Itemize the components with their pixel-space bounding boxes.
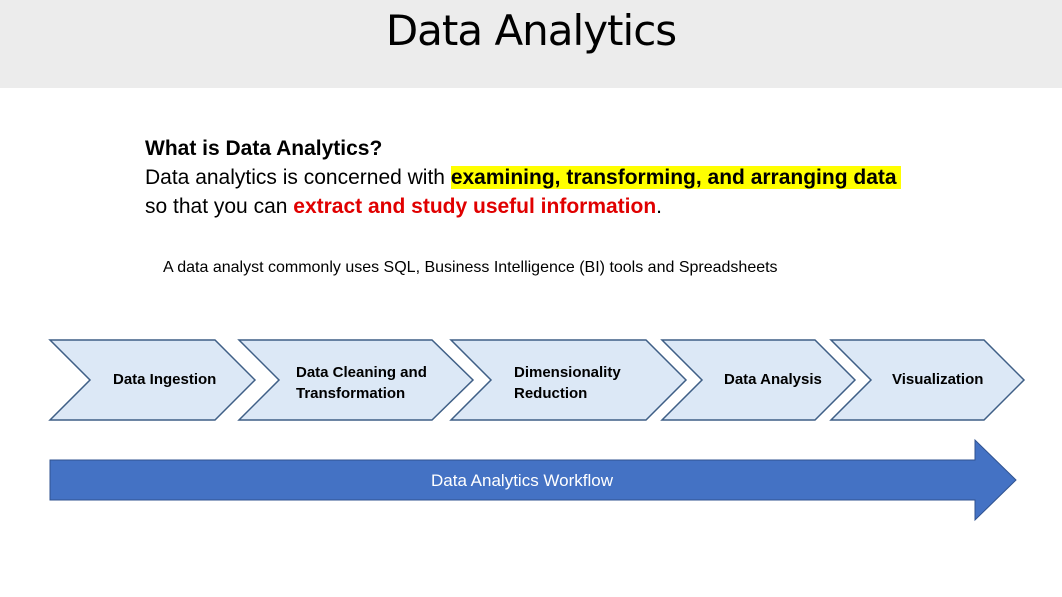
slide-title: Data Analytics (385, 6, 677, 55)
question-heading: What is Data Analytics? (145, 137, 383, 160)
step-label: Data Ingestion (113, 371, 217, 388)
step-data-ingestion (50, 340, 255, 420)
definition-end: . (656, 195, 662, 218)
workflow-arrow (50, 440, 1016, 520)
definition-middle: so that you can (145, 195, 294, 218)
tools-line: A data analyst commonly uses SQL, Business Intelligence (BI) tools and Spreadsheets (163, 259, 778, 276)
definition-highlight: examining, transforming, and arranging data (451, 166, 901, 189)
step-label: Data Analysis (724, 371, 822, 388)
step-data-analysis (662, 340, 855, 420)
definition-lead: Data analytics is concerned with (145, 166, 451, 189)
step-label: Transformation (296, 385, 406, 402)
step-visualization (831, 340, 1024, 420)
step-data-cleaning (239, 340, 473, 420)
workflow-arrow-label: Data Analytics Workflow (430, 471, 614, 490)
definition-emphasis: extract and study useful information (293, 195, 657, 218)
step-label: Dimensionality (514, 364, 621, 381)
step-label: Visualization (892, 371, 984, 388)
step-dimensionality-reduction (451, 340, 686, 420)
step-label: Reduction (514, 385, 588, 402)
step-label: Data Cleaning and (296, 364, 427, 381)
